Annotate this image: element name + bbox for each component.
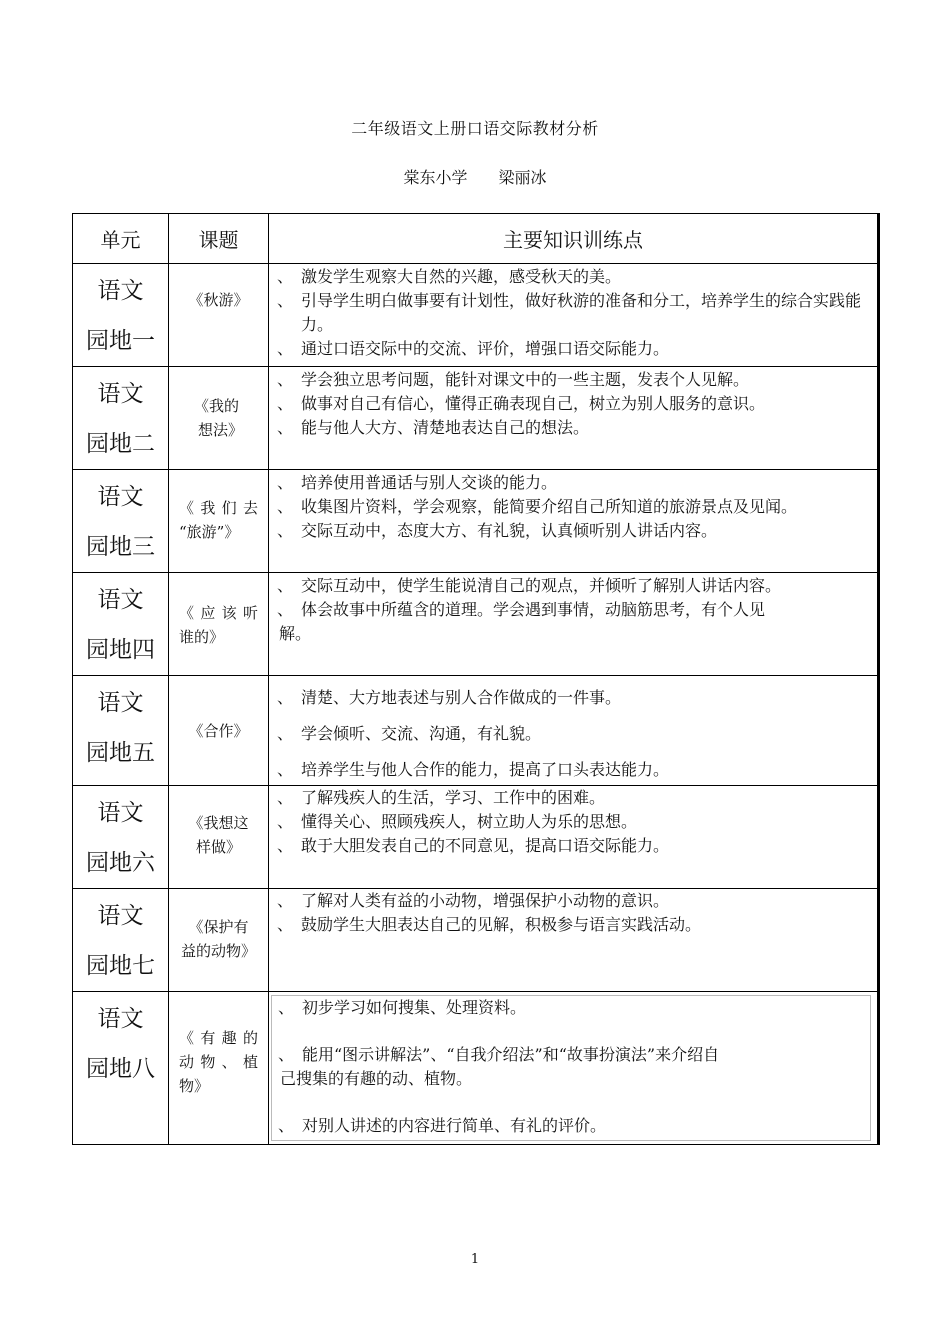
unit-cell bbox=[73, 264, 169, 367]
points-cell bbox=[269, 367, 879, 470]
unit-label: 语文 园地五 bbox=[86, 690, 155, 766]
points-box bbox=[271, 995, 871, 1141]
point-item: 、 了解对人类有益的小动物，增强保护小动物的意识。 bbox=[277, 891, 670, 910]
table-row bbox=[73, 264, 879, 367]
unit-cell bbox=[73, 786, 169, 889]
unit-cell bbox=[73, 367, 169, 470]
topic-label: 《我的 想法》 bbox=[193, 397, 243, 439]
table-row bbox=[73, 367, 879, 470]
school-name: 棠东小学 bbox=[403, 168, 468, 187]
topic-label: 《秋游》 bbox=[188, 291, 249, 309]
author-line bbox=[0, 165, 950, 188]
author-name: 梁丽冰 bbox=[498, 168, 547, 187]
point-item: 、 能与他人大方、清楚地表达自己的想法。 bbox=[277, 418, 590, 437]
topic-label: 《保护有 益的动物》 bbox=[180, 918, 256, 960]
unit-label: 语文 园地三 bbox=[86, 484, 155, 560]
point-item: 、 对别人讲述的内容进行简单、有礼的评价。 bbox=[278, 1116, 607, 1135]
points-cell bbox=[269, 573, 879, 676]
topic-cell bbox=[169, 889, 269, 992]
point-item: 、 通过口语交际中的交流、评价，增强口语交际能力。 bbox=[277, 339, 670, 358]
unit-cell bbox=[73, 889, 169, 992]
point-item: 、 交际互动中，态度大方、有礼貌，认真倾听别人讲话内容。 bbox=[277, 521, 718, 540]
unit-label: 语文 园地四 bbox=[86, 587, 155, 663]
unit-label: 语文 园地八 bbox=[86, 1006, 155, 1082]
point-item: 、 激发学生观察大自然的兴趣，感受秋天的美。 bbox=[277, 267, 622, 286]
unit-label: 语文 园地二 bbox=[86, 381, 155, 457]
topic-label: 《 有 趣 的 动 物 、 植 物》 bbox=[179, 1029, 258, 1095]
points-cell bbox=[269, 470, 879, 573]
topic-cell bbox=[169, 992, 269, 1145]
points-cell bbox=[269, 992, 879, 1145]
point-item: 、 懂得关心、照顾残疾人，树立助人为乐的思想。 bbox=[277, 812, 638, 831]
topic-cell bbox=[169, 786, 269, 889]
unit-label: 语文 园地一 bbox=[86, 278, 155, 354]
topic-cell bbox=[169, 264, 269, 367]
point-item: 、 引导学生明白做事要有计划性，做好秋游的准备和分工，培养学生的综合实践能力。 bbox=[277, 291, 862, 334]
topic-label: 《 应 该 听 谁的》 bbox=[179, 604, 258, 646]
table-row bbox=[73, 786, 879, 889]
topic-label: 《合作》 bbox=[188, 722, 249, 740]
header-points: 主要知识训练点 bbox=[269, 214, 879, 264]
point-item: 、 学会独立思考问题，能针对课文中的一些主题，发表个人见解。 bbox=[277, 370, 750, 389]
unit-label: 语文 园地七 bbox=[86, 903, 155, 979]
point-item: 、 学会倾听、交流、沟通，有礼貌。 bbox=[277, 724, 542, 743]
topic-cell bbox=[169, 573, 269, 676]
table-row bbox=[73, 992, 879, 1145]
point-continuation: 解。 bbox=[279, 624, 312, 643]
table-row bbox=[73, 470, 879, 573]
header-unit: 单元 bbox=[73, 214, 169, 264]
table-row bbox=[73, 889, 879, 992]
point-item: 、 初步学习如何搜集、处理资料。 bbox=[278, 998, 527, 1017]
point-item: 、 清楚、大方地表述与别人合作做成的一件事。 bbox=[277, 688, 622, 707]
point-item: 、 鼓励学生大胆表达自己的见解，积极参与语言实践活动。 bbox=[277, 915, 702, 934]
point-item: 、 体会故事中所蕴含的道理。学会遇到事情，动脑筋思考，有个人见 bbox=[277, 600, 766, 619]
topic-label: 《 我 们 去 “旅游”》 bbox=[179, 499, 258, 541]
unit-cell bbox=[73, 470, 169, 573]
points-cell bbox=[269, 889, 879, 992]
unit-cell bbox=[73, 676, 169, 786]
point-continuation: 己搜集的有趣的动、植物。 bbox=[280, 1069, 473, 1088]
table-row bbox=[73, 676, 879, 786]
points-cell bbox=[269, 264, 879, 367]
header-topic: 课题 bbox=[169, 214, 269, 264]
point-item: 、 培养使用普通话与别人交谈的能力。 bbox=[277, 473, 558, 492]
points-cell bbox=[269, 786, 879, 889]
point-item: 、 能用“图示讲解法”、“自我介绍法”和“故事扮演法”来介绍自 bbox=[278, 1045, 720, 1064]
points-cell bbox=[269, 676, 879, 786]
point-item: 、 做事对自己有信心，懂得正确表现自己，树立为别人服务的意识。 bbox=[277, 394, 766, 413]
point-item: 、 敢于大胆发表自己的不同意见，提高口语交际能力。 bbox=[277, 836, 670, 855]
page-title: 二年级语文上册口语交际教材分析 bbox=[351, 119, 599, 138]
unit-cell bbox=[73, 992, 169, 1145]
point-item: 、 了解残疾人的生活，学习、工作中的困难。 bbox=[277, 788, 606, 807]
topic-cell bbox=[169, 470, 269, 573]
unit-cell bbox=[73, 573, 169, 676]
table-row bbox=[73, 573, 879, 676]
topic-cell bbox=[169, 367, 269, 470]
analysis-table bbox=[72, 213, 880, 1145]
topic-cell bbox=[169, 676, 269, 786]
unit-label: 语文 园地六 bbox=[86, 800, 155, 876]
point-item: 、 培养学生与他人合作的能力，提高了口头表达能力。 bbox=[277, 760, 670, 779]
table-header-row bbox=[73, 214, 879, 264]
page-number: 1 bbox=[470, 1252, 480, 1267]
topic-label: 《我想这 样做》 bbox=[188, 814, 249, 856]
point-item: 、 交际互动中，使学生能说清自己的观点，并倾听了解别人讲话内容。 bbox=[277, 576, 782, 595]
point-item: 、 收集图片资料，学会观察，能简要介绍自己所知道的旅游景点及见闻。 bbox=[277, 497, 798, 516]
